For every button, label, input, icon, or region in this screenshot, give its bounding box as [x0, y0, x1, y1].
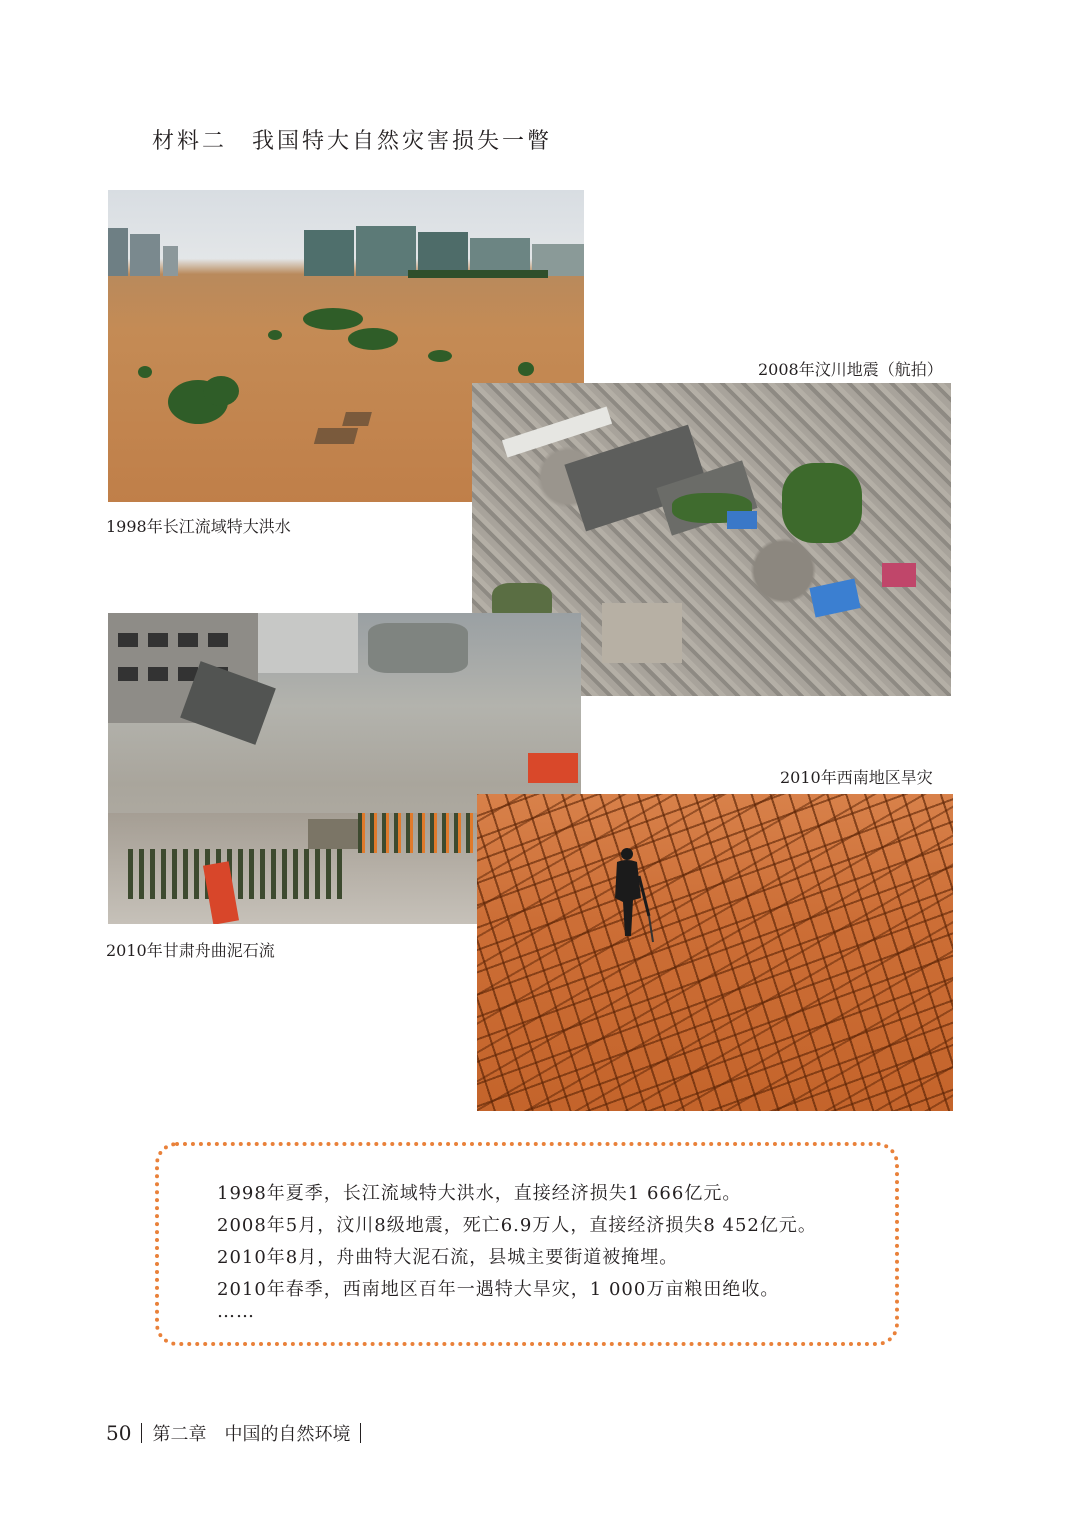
footer-divider	[141, 1423, 142, 1443]
drought-photo	[477, 794, 953, 1111]
flood-caption: 1998年长江流域特大洪水	[106, 517, 291, 536]
footer-divider-end	[360, 1423, 361, 1443]
skyline-graphic	[108, 226, 584, 278]
quake-caption: 2008年汶川地震（航拍）	[758, 360, 943, 379]
info-line-mudslide: 2010年8月，舟曲特大泥石流，县城主要街道被掩埋。	[217, 1247, 679, 1268]
mudslide-caption: 2010年甘肃舟曲泥石流	[106, 941, 275, 960]
section-title: 材料二 我国特大自然灾害损失一瞥	[152, 129, 553, 154]
page-footer	[106, 1420, 371, 1446]
info-line-quake: 2008年5月，汶川8级地震，死亡6.9万人，直接经济损失8 452亿元。	[217, 1215, 817, 1236]
walking-person-graphic	[605, 846, 665, 946]
drought-caption: 2010年西南地区旱灾	[780, 768, 933, 787]
info-line-drought: 2010年春季，西南地区百年一遇特大旱灾，1 000万亩粮田绝收。	[217, 1279, 780, 1300]
info-line-flood: 1998年夏季，长江流域特大洪水，直接经济损失1 666亿元。	[217, 1183, 742, 1204]
info-line-ellipsis: ……	[217, 1301, 255, 1322]
chapter-title: 第二章 中国的自然环境	[152, 1424, 351, 1445]
page-number: 50	[106, 1421, 132, 1445]
